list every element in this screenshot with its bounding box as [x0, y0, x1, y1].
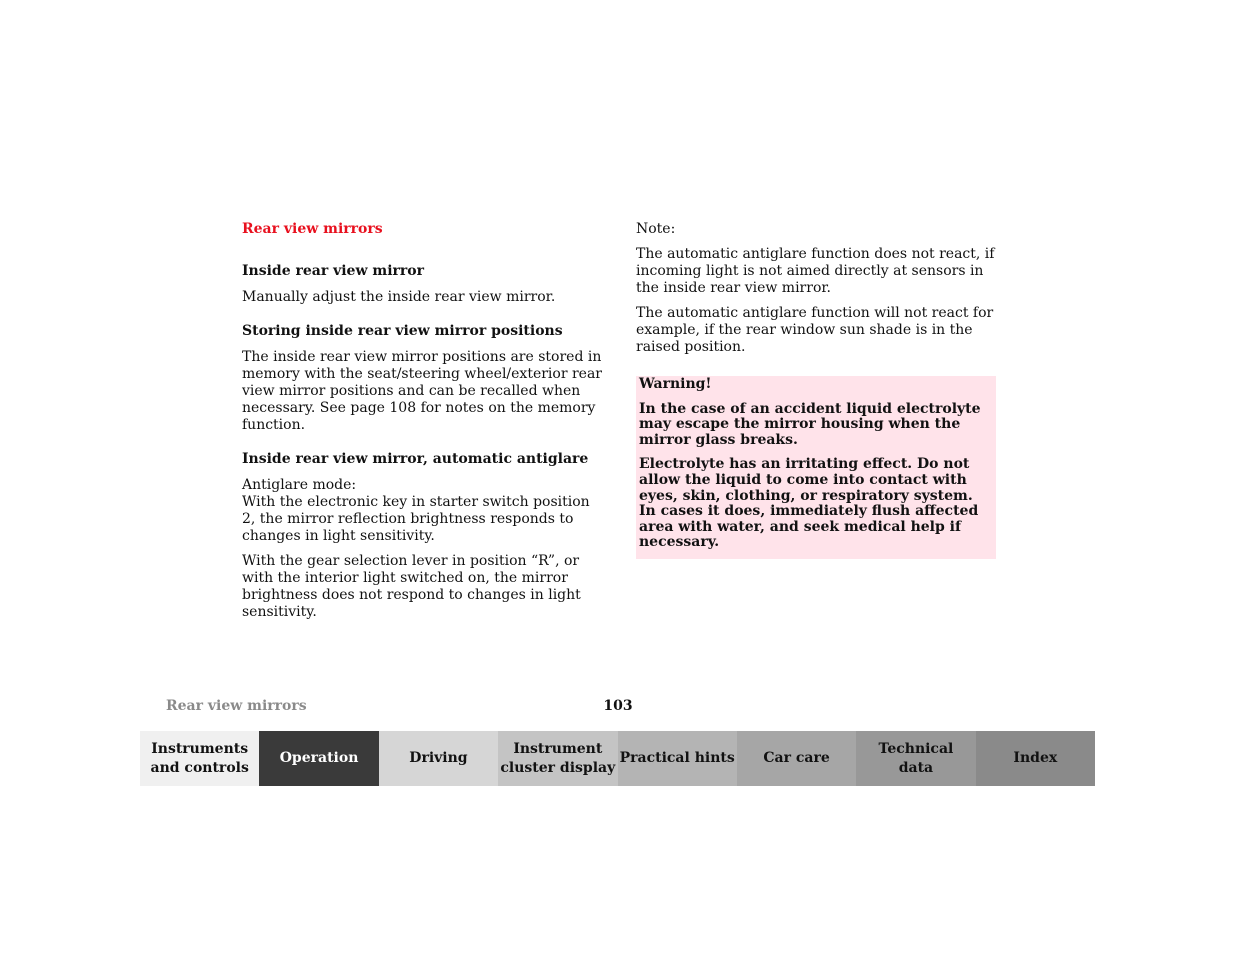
note-label: Note:	[636, 221, 676, 237]
warning-box	[636, 376, 996, 559]
page-number: 103	[603, 698, 633, 714]
nav-tab-technical-data[interactable]: Technical data	[856, 731, 975, 786]
nav-tab-operation[interactable]: Operation	[259, 731, 378, 786]
heading-inside-mirror: Inside rear view mirror	[242, 263, 424, 279]
nav-tab-index[interactable]: Index	[976, 731, 1095, 786]
warning-paragraph-1: In the case of an accident liquid electrolyte may escape the mirror housing when the mirror glass breaks.	[639, 400, 981, 448]
text-gear-selection: With the gear selection lever in position “R”, or with the interior light switched on, the mirror brightness does not respond to changes in light sensitivity.	[242, 553, 581, 620]
antiglare-mode-text: With the electronic key in starter switch position 2, the mirror reflection brightness responds to changes in light sensitivity.	[242, 494, 590, 544]
heading-automatic-antiglare: Inside rear view mirror, automatic antiglare	[242, 451, 589, 467]
antiglare-mode-label: Antiglare mode:	[242, 477, 357, 493]
left-column	[242, 221, 602, 629]
warning-paragraph-2: Electrolyte has an irritating effect. Do not allow the liquid to come into contact with eyes, skin, clothing, or respiratory system. In cases it does, immediately flush affected area with water, and seek medical help if necessary.	[639, 456, 979, 551]
nav-tab-practical-hints[interactable]: Practical hints	[618, 731, 737, 786]
nav-tab-instruments-and-controls[interactable]: Instruments and controls	[140, 731, 259, 786]
warning-title: Warning!	[639, 376, 712, 392]
heading-storing-positions: Storing inside rear view mirror positions	[242, 323, 563, 339]
note-paragraph-2: The automatic antiglare function will not react for example, if the rear window sun shade is in the raised position.	[636, 305, 994, 355]
right-column	[636, 221, 996, 559]
chapter-navigation-bar	[140, 731, 1095, 786]
antiglare-mode-paragraph	[242, 477, 602, 545]
footer-section-title: Rear view mirrors	[166, 698, 307, 714]
nav-tab-driving[interactable]: Driving	[379, 731, 498, 786]
text-storing-positions: The inside rear view mirror positions are stored in memory with the seat/steering wheel/exterior rear view mirror positions and can be recalled when necessary. See page 108 for notes on the memory function.	[242, 349, 603, 433]
text-inside-mirror: Manually adjust the inside rear view mirror.	[242, 289, 556, 305]
note-paragraph-1: The automatic antiglare function does not react, if incoming light is not aimed directly at sensors in the inside rear view mirror.	[636, 246, 995, 296]
nav-tab-car-care[interactable]: Car care	[737, 731, 856, 786]
section-title: Rear view mirrors	[242, 221, 383, 237]
nav-tab-instrument-cluster-display[interactable]: Instrument cluster display	[498, 731, 617, 786]
